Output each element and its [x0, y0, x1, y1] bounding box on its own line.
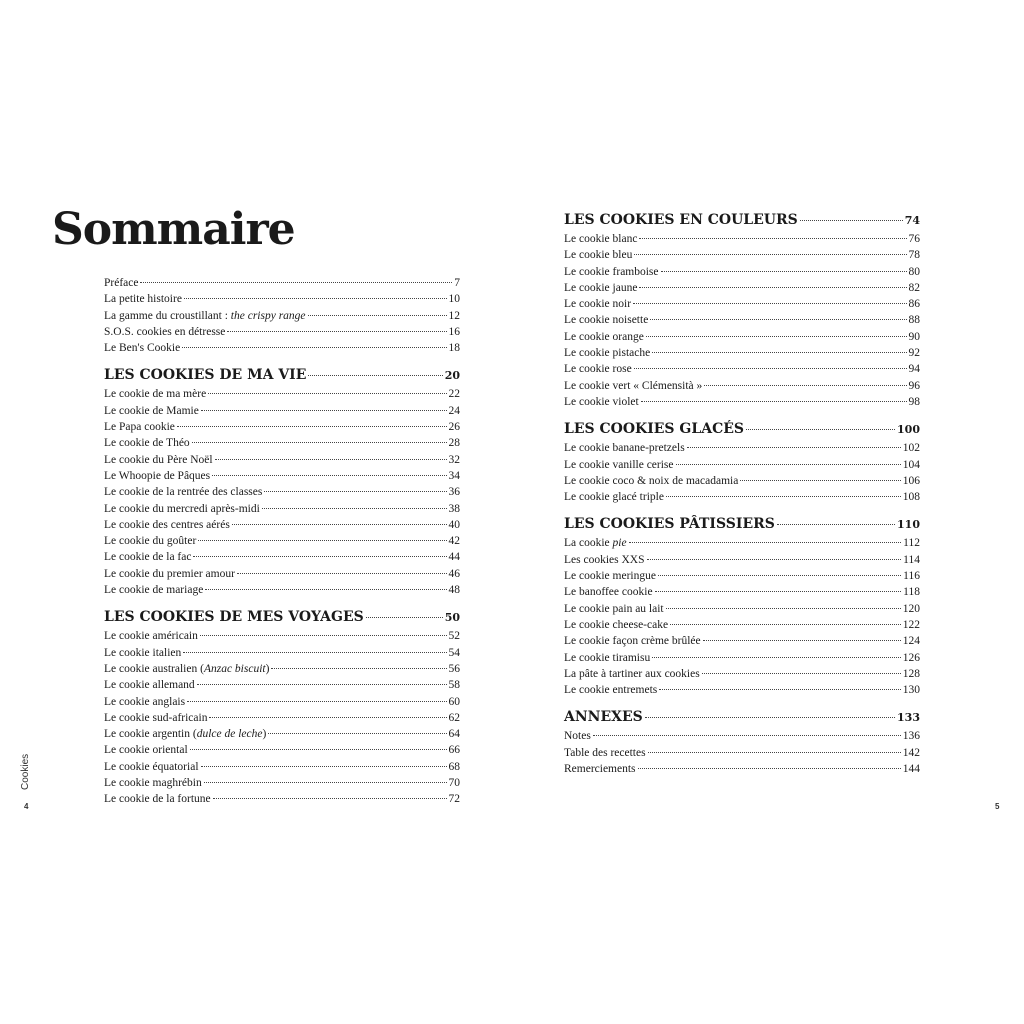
toc-entry-page: 124 — [902, 635, 920, 648]
dot-leader — [652, 352, 906, 353]
dot-leader — [308, 375, 442, 376]
toc-entry-page: 136 — [902, 730, 920, 743]
dot-leader — [212, 475, 446, 476]
dot-leader — [262, 508, 447, 509]
toc-section-page: 100 — [897, 423, 920, 437]
toc-section-title: LES COOKIES PÂTISSIERS — [564, 516, 775, 533]
toc-entry-label: Le cookie italien — [104, 646, 182, 659]
toc-entry-italic: dulce de leche — [196, 728, 263, 741]
toc-entry-page: 78 — [908, 249, 920, 262]
dot-leader — [746, 429, 895, 430]
toc-entry — [564, 633, 920, 649]
toc-entry-label: Le cookie allemand — [104, 679, 195, 692]
toc-entry-page: 12 — [448, 309, 460, 322]
toc-entry — [564, 650, 920, 666]
toc-entry-page: 60 — [448, 695, 460, 708]
toc-entry-label: Le cookie pain au lait — [564, 602, 664, 615]
toc-entry-page: 112 — [903, 537, 920, 550]
toc-entry — [104, 549, 460, 565]
toc-entry-page: 142 — [902, 746, 920, 759]
toc-entry-label: Le cookie glacé triple — [564, 491, 664, 504]
toc-entry-label: Le cookie pistache — [564, 347, 651, 360]
toc-entry-label: Le cookie violet — [564, 395, 639, 408]
toc-entry-label: Le banoffee cookie — [564, 586, 653, 599]
dot-leader — [177, 426, 447, 427]
dot-leader — [264, 491, 446, 492]
toc-entry — [564, 312, 920, 328]
toc-section-heading — [564, 513, 920, 535]
toc-section-page: 110 — [897, 518, 920, 532]
dot-leader — [192, 442, 447, 443]
toc-entry — [564, 378, 920, 394]
dot-leader — [215, 459, 447, 460]
toc-entry-page: 92 — [908, 347, 920, 360]
toc-entry-page: 56 — [448, 662, 460, 675]
dot-leader — [658, 575, 901, 576]
toc-entry-page: 7 — [454, 277, 460, 289]
dot-leader — [634, 254, 906, 255]
toc-entry-page: 120 — [902, 602, 920, 615]
toc-entry — [104, 275, 460, 291]
toc-entry-label: Le cookie sud-africain — [104, 711, 208, 724]
toc-entry — [564, 280, 920, 296]
toc-entry-label: Le cookie jaune — [564, 281, 638, 294]
dot-leader — [183, 652, 446, 653]
toc-entry-page: 128 — [902, 667, 920, 680]
toc-entry — [564, 247, 920, 263]
dot-leader — [237, 573, 447, 574]
dot-leader — [648, 752, 901, 753]
toc-entry — [564, 361, 920, 377]
dot-leader — [184, 298, 447, 299]
toc-entry-page: 54 — [448, 646, 460, 659]
toc-entry-label: Le cookie de Théo — [104, 437, 190, 450]
dot-leader — [800, 220, 903, 221]
toc-intro-list — [104, 275, 460, 356]
toc-entry-label: Remerciements — [564, 763, 636, 776]
toc-entry-page: 24 — [448, 404, 460, 417]
dot-leader — [647, 559, 902, 560]
toc-section-title: LES COOKIES EN COULEURS — [564, 212, 798, 228]
toc-entry-page: 98 — [908, 395, 920, 408]
toc-entry — [104, 452, 460, 468]
toc-entry-page: 28 — [448, 437, 460, 450]
toc-entry — [104, 435, 460, 451]
toc-entry-page: 64 — [448, 728, 460, 741]
toc-section-heading — [564, 418, 920, 440]
toc-entry-label: Le cookie maghrébin — [104, 777, 202, 790]
toc-section-title: ANNEXES — [564, 709, 643, 726]
toc-entry — [564, 568, 920, 584]
toc-entry — [104, 775, 460, 791]
toc-entry — [564, 231, 920, 247]
toc-entry — [104, 308, 460, 324]
dot-leader — [140, 282, 452, 283]
dot-leader — [268, 733, 446, 734]
dot-leader — [652, 657, 901, 658]
toc-entry-italic: Anzac biscuit — [203, 662, 266, 675]
toc-entry-page: 104 — [902, 458, 920, 471]
dot-leader — [687, 447, 901, 448]
toc-entry-page: 52 — [448, 630, 460, 643]
toc-entry-page: 34 — [448, 469, 460, 482]
dot-leader — [201, 410, 447, 411]
toc-entry — [104, 566, 460, 582]
toc-entry-label: Le cookie du goûter — [104, 535, 197, 548]
toc-entry — [104, 710, 460, 726]
toc-entry-label: Le cookie du Père Noël — [104, 453, 213, 466]
toc-section-heading — [104, 606, 460, 628]
dot-leader — [182, 347, 446, 348]
dot-leader — [190, 749, 447, 750]
toc-entry-label: Table des recettes — [564, 746, 646, 759]
toc-right-column — [564, 209, 920, 777]
toc-right-sections — [564, 209, 920, 777]
toc-entry-label: Le cookie noir — [564, 298, 632, 311]
toc-entry-label: Le cookie bleu — [564, 249, 633, 262]
toc-entry-label: Le cookie vanille cerise — [564, 458, 674, 471]
toc-entry — [104, 694, 460, 710]
toc-entry-label: Le cookie de la rentrée des classes — [104, 486, 263, 499]
dot-leader — [666, 496, 901, 497]
toc-entry — [104, 501, 460, 517]
toc-entry-label: Le Whoopie de Pâques — [104, 469, 211, 482]
dot-leader — [639, 287, 906, 288]
dot-leader — [308, 315, 447, 316]
toc-entry — [564, 601, 920, 617]
toc-entry-page: 96 — [908, 379, 920, 392]
toc-entry-label: Le cookie américain — [104, 630, 198, 643]
toc-section-heading — [564, 706, 920, 728]
toc-entry — [104, 759, 460, 775]
dot-leader — [629, 542, 902, 543]
toc-section-title: LES COOKIES GLACÉS — [564, 421, 744, 438]
toc-entry — [104, 533, 460, 549]
toc-entry-page: 42 — [448, 535, 460, 548]
toc-entry — [564, 552, 920, 568]
page-number-right: 5 — [995, 802, 1000, 811]
toc-entry — [564, 440, 920, 456]
toc-entry — [104, 324, 460, 340]
toc-entry-page: 94 — [908, 363, 920, 376]
toc-entry-italic: pie — [612, 537, 627, 550]
toc-entry — [564, 617, 920, 633]
toc-entry-label: Le cookie vert « Clémensità » — [564, 379, 703, 392]
toc-entry-page: 70 — [448, 777, 460, 790]
toc-entry-label: Le cookie australien (Anzac biscuit) — [104, 662, 270, 675]
dot-leader — [702, 673, 901, 674]
toc-entry-page: 66 — [448, 744, 460, 757]
running-head: Cookies — [20, 753, 31, 790]
toc-entry-label: Le cookie de mariage — [104, 584, 204, 597]
toc-entry — [564, 473, 920, 489]
toc-entry-page: 114 — [903, 553, 920, 566]
toc-entry — [564, 489, 920, 505]
toc-section-title: LES COOKIES DE MES VOYAGES — [104, 609, 364, 626]
toc-entry — [564, 264, 920, 280]
toc-entry-label: Le cookie coco & noix de macadamia — [564, 474, 739, 487]
dot-leader — [740, 480, 900, 481]
dot-leader — [205, 589, 446, 590]
toc-entry — [104, 791, 460, 807]
toc-entry-label: Le cookie orange — [564, 330, 644, 343]
dot-leader — [666, 608, 901, 609]
toc-entry-label: Le cookie banane-pretzels — [564, 442, 685, 455]
dot-leader — [366, 617, 443, 618]
dot-leader — [209, 717, 446, 718]
toc-section-page: 20 — [444, 369, 460, 383]
toc-entry-page: 46 — [448, 567, 460, 580]
toc-entry-label: Le cookie noisette — [564, 314, 649, 327]
toc-entry-page: 102 — [902, 442, 920, 455]
toc-entry-page: 40 — [448, 518, 460, 531]
toc-entry — [104, 419, 460, 435]
toc-entry — [564, 296, 920, 312]
toc-entry-page: 108 — [902, 491, 920, 504]
dot-leader — [271, 668, 446, 669]
toc-section-page: 50 — [444, 611, 460, 625]
dot-leader — [634, 368, 907, 369]
dot-leader — [645, 717, 895, 718]
toc-entry-page: 36 — [448, 486, 460, 499]
toc-entry — [564, 666, 920, 682]
dot-leader — [777, 524, 895, 525]
dot-leader — [198, 540, 446, 541]
toc-entry-page: 38 — [448, 502, 460, 515]
toc-entry-label: Le cookie argentin (dulce de leche) — [104, 728, 267, 741]
dot-leader — [641, 401, 907, 402]
toc-entry-page: 144 — [902, 763, 920, 776]
toc-entry-label: Le cookie oriental — [104, 744, 188, 757]
toc-entry-page: 126 — [902, 651, 920, 664]
toc-entry — [104, 291, 460, 307]
toc-entry-page: 10 — [448, 293, 460, 306]
toc-entry-page: 80 — [908, 265, 920, 278]
toc-section-page: 74 — [904, 214, 920, 227]
dot-leader — [200, 635, 447, 636]
toc-entry-page: 26 — [448, 421, 460, 434]
toc-entry — [564, 745, 920, 761]
dot-leader — [650, 319, 906, 320]
toc-entry — [104, 582, 460, 598]
toc-entry — [104, 468, 460, 484]
toc-entry-label: Le cookie meringue — [564, 570, 656, 583]
dot-leader — [703, 640, 901, 641]
dot-leader — [193, 556, 446, 557]
toc-entry-page: 68 — [448, 760, 460, 773]
toc-entry-label: La pâte à tartiner aux cookies — [564, 667, 700, 680]
toc-entry-label: Le cookie de la fac — [104, 551, 192, 564]
toc-entry-label: Le cookie des centres aérés — [104, 518, 230, 531]
dot-leader — [201, 766, 447, 767]
toc-entry-label: Le cookie du premier amour — [104, 567, 235, 580]
toc-entry-italic: the crispy range — [230, 309, 306, 322]
dot-leader — [197, 684, 447, 685]
toc-entry — [564, 457, 920, 473]
toc-entry — [104, 403, 460, 419]
toc-entry-page: 58 — [448, 679, 460, 692]
page-title: Sommaire — [52, 204, 295, 255]
toc-entry-label: Notes — [564, 730, 591, 743]
toc-entry-label: Le cookie de la fortune — [104, 793, 211, 806]
toc-section-page: 133 — [897, 711, 920, 725]
toc-entry-label: Le cookie entremets — [564, 684, 658, 697]
toc-entry-label: Le cookie équatorial — [104, 760, 199, 773]
toc-entry-label: Le Ben's Cookie — [104, 342, 181, 355]
toc-entry-label: Le cookie tiramisu — [564, 651, 651, 664]
dot-leader — [593, 735, 901, 736]
toc-entry-label: La petite histoire — [104, 293, 182, 306]
toc-entry — [104, 645, 460, 661]
toc-entry — [104, 661, 460, 677]
toc-entry-page: 76 — [908, 233, 920, 245]
dot-leader — [661, 271, 907, 272]
toc-entry-page: 82 — [908, 281, 920, 294]
toc-entry-page: 22 — [448, 388, 460, 401]
toc-entry-page: 62 — [448, 711, 460, 724]
toc-entry-page: 88 — [908, 314, 920, 327]
toc-entry — [104, 386, 460, 402]
toc-entry-label: S.O.S. cookies en détresse — [104, 325, 226, 338]
toc-entry-page: 48 — [448, 584, 460, 597]
toc-section-title: LES COOKIES DE MA VIE — [104, 367, 307, 384]
dot-leader — [676, 464, 901, 465]
toc-entry-page: 16 — [448, 325, 460, 338]
toc-entry — [104, 742, 460, 758]
toc-entry-label: La cookie pie — [564, 537, 627, 550]
toc-entry-page: 116 — [903, 570, 920, 583]
dot-leader — [639, 238, 906, 239]
dot-leader — [704, 385, 906, 386]
toc-entry-label: Le cookie façon crème brûlée — [564, 635, 701, 648]
toc-entry — [564, 682, 920, 698]
toc-entry-label: Le cookie framboise — [564, 265, 659, 278]
toc-entry — [104, 677, 460, 693]
toc-entry-label: Le cookie anglais — [104, 695, 186, 708]
dot-leader — [213, 798, 447, 799]
toc-entry — [104, 726, 460, 742]
toc-entry-page: 122 — [902, 618, 920, 631]
toc-entry-label: Le cookie rose — [564, 363, 632, 376]
toc-entry-label: La gamme du croustillant : the crispy range — [104, 309, 306, 322]
dot-leader — [208, 393, 446, 394]
dot-leader — [232, 524, 447, 525]
dot-leader — [655, 591, 902, 592]
toc-entry — [564, 394, 920, 410]
toc-entry — [564, 728, 920, 744]
toc-section-heading — [104, 364, 460, 386]
dot-leader — [638, 768, 901, 769]
toc-entry — [564, 345, 920, 361]
dot-leader — [670, 624, 901, 625]
toc-entry-page: 90 — [908, 330, 920, 343]
toc-entry-page: 130 — [902, 684, 920, 697]
toc-left-column — [104, 275, 460, 808]
toc-entry-label: Préface — [104, 277, 139, 289]
dot-leader — [659, 689, 901, 690]
toc-entry-label: Le Papa cookie — [104, 421, 175, 434]
toc-entry — [564, 761, 920, 777]
toc-entry-label: Le cookie de ma mère — [104, 388, 207, 401]
toc-entry-page: 86 — [908, 298, 920, 311]
toc-entry — [564, 535, 920, 551]
toc-entry — [104, 340, 460, 356]
toc-entry-label: Les cookies XXS — [564, 553, 645, 566]
toc-entry — [104, 484, 460, 500]
toc-entry-label: Le cookie du mercredi après-midi — [104, 502, 260, 515]
toc-entry-page: 44 — [448, 551, 460, 564]
toc-entry-label: Le cookie de Mamie — [104, 404, 199, 417]
toc-entry-page: 32 — [448, 453, 460, 466]
toc-entry — [564, 584, 920, 600]
toc-entry-page: 18 — [448, 342, 460, 355]
toc-left-sections — [104, 364, 460, 807]
toc-entry — [104, 517, 460, 533]
toc-entry-page: 72 — [448, 793, 460, 806]
toc-entry — [104, 628, 460, 644]
dot-leader — [633, 303, 906, 304]
dot-leader — [227, 331, 446, 332]
toc-entry-page: 118 — [903, 586, 920, 599]
toc-entry-page: 106 — [902, 474, 920, 487]
toc-entry-label: Le cookie blanc — [564, 233, 638, 245]
toc-section-heading — [564, 209, 920, 231]
dot-leader — [646, 336, 907, 337]
toc-entry — [564, 329, 920, 345]
dot-leader — [204, 782, 447, 783]
page-number-left: 4 — [24, 802, 29, 811]
toc-entry-label: Le cookie cheese-cake — [564, 618, 669, 631]
dot-leader — [187, 701, 446, 702]
